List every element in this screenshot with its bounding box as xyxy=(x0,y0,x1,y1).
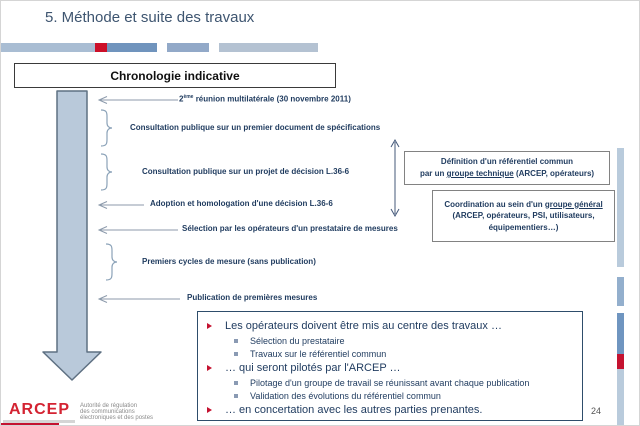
chronology-header-label: Chronologie indicative xyxy=(110,68,240,83)
topbar-segment xyxy=(167,43,209,52)
sidebar-segment xyxy=(617,148,624,267)
square-bullet-icon xyxy=(234,339,238,343)
sidebar-segment xyxy=(617,313,624,354)
bullet-item: Les opérateurs doivent être mis au centre des travaux … xyxy=(198,320,582,332)
sub-bullet-item: Validation des évolutions du référentiel commun xyxy=(198,391,582,401)
topbar-segment xyxy=(219,43,318,52)
page-title: 5. Méthode et suite des travaux xyxy=(45,9,255,26)
sidebar-segment xyxy=(617,277,624,306)
page-number: 24 xyxy=(591,406,602,416)
sidebar-red-segment xyxy=(617,354,624,369)
left-arrow-icon xyxy=(96,200,146,210)
timeline-item: Consultation publique sur un projet de décision L.36-6 xyxy=(142,167,350,176)
triangle-bullet-icon xyxy=(207,365,212,371)
timeline-item: 2ème réunion multilatérale (30 novembre 2011) xyxy=(179,94,351,104)
timeline-item: Consultation publique sur un premier document de spécifications xyxy=(130,123,381,132)
down-arrow-icon xyxy=(41,90,105,384)
topbar-red-segment xyxy=(95,43,107,52)
square-bullet-icon xyxy=(234,352,238,356)
timeline-item: Sélection par les opérateurs d'un prestataire de mesures xyxy=(182,224,398,233)
brace-icon xyxy=(99,153,113,191)
sidebar-segment xyxy=(617,369,624,426)
note-box-coordination: Coordination au sein d'un groupe général (ARCEP, opérateurs, PSI, utilisateurs, équipementiers…) xyxy=(432,190,615,242)
arcep-logo: ARCEP xyxy=(9,401,71,418)
summary-box xyxy=(197,311,583,421)
brace-icon xyxy=(104,243,118,281)
arcep-logo-tagline: Autorité de régulation des communications électroniques et des postes xyxy=(80,403,154,421)
brace-icon xyxy=(99,109,113,147)
bullet-item: … qui seront pilotés par l'ARCEP … xyxy=(198,362,582,374)
sub-bullet-item: Sélection du prestataire xyxy=(198,336,582,346)
sub-bullet-item: Pilotage d'un groupe de travail se réunissant avant chaque publication xyxy=(198,378,582,388)
square-bullet-icon xyxy=(234,394,238,398)
square-bullet-icon xyxy=(234,381,238,385)
double-arrow-icon xyxy=(389,133,401,223)
left-arrow-icon xyxy=(96,294,182,304)
topbar-segment xyxy=(107,43,157,52)
triangle-bullet-icon xyxy=(207,407,212,413)
left-arrow-icon xyxy=(96,225,180,235)
chronology-header-box xyxy=(14,63,336,88)
topbar-segment xyxy=(1,43,95,52)
note-box-referentiel: Définition d'un référentiel commun par un groupe technique (ARCEP, opérateurs) xyxy=(404,151,610,185)
sub-bullet-item: Travaux sur le référentiel commun xyxy=(198,349,582,359)
timeline-item: Publication de premières mesures xyxy=(187,293,318,302)
timeline-item: Premiers cycles de mesure (sans publication) xyxy=(142,257,316,266)
timeline-item: Adoption et homologation d'une décision L.36-6 xyxy=(150,199,333,208)
triangle-bullet-icon xyxy=(207,323,212,329)
left-arrow-icon xyxy=(96,95,180,105)
bullet-item: … en concertation avec les autres parties prenantes. xyxy=(198,404,582,416)
